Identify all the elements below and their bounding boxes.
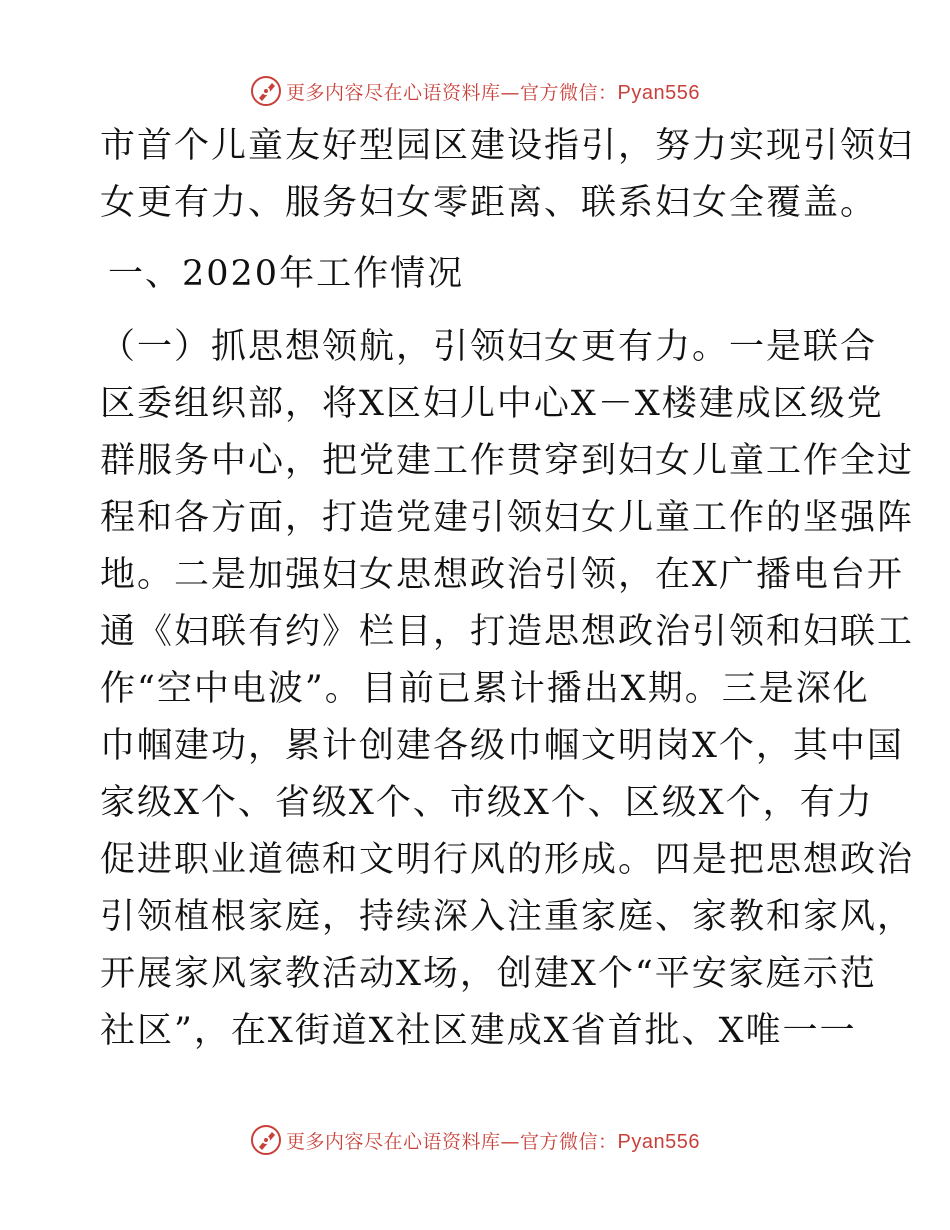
watermark-text: 更多内容尽在心语资料库—官方微信：Pyan556 [286, 1130, 700, 1153]
watermark-text: 更多内容尽在心语资料库—官方微信：Pyan556 [286, 81, 700, 104]
paragraph-line: 通《妇联有约》栏目，打造思想政治引领和妇联工 [100, 612, 915, 652]
footer-watermark [0, 1120, 950, 1160]
header-watermark [0, 71, 950, 111]
intro-line: 市首个儿童友好型园区建设指引，努力实现引领妇 [100, 126, 915, 166]
paragraph-line: 作“空中电波”。目前已累计播出X期。三是深化 [100, 669, 870, 709]
pen-logo-icon [250, 75, 282, 107]
paragraph-line: 巾帼建功，累计创建各级巾帼文明岗X个，其中国 [100, 726, 904, 766]
paragraph-line: （一）抓思想领航，引领妇女更有力。一是联合 [100, 327, 878, 367]
paragraph-line: 家级X个、省级X个、市级X个、区级X个，有力 [100, 783, 874, 823]
paragraph-line: 开展家风家教活动X场，创建X个“平安家庭示范 [100, 954, 877, 994]
paragraph-line: 社区”，在X街道X社区建成X省首批、X唯一一 [100, 1011, 857, 1051]
paragraph-line: 群服务中心，把党建工作贯穿到妇女儿童工作全过 [100, 441, 915, 481]
paragraph-line: 地。二是加强妇女思想政治引领，在X广播电台开 [100, 555, 904, 595]
paragraph-line: 引领植根家庭，持续深入注重家庭、家教和家风， [100, 897, 915, 937]
paragraph-line: 促进职业道德和文明行风的形成。四是把思想政治 [100, 840, 915, 880]
document-body [100, 118, 915, 1060]
pen-logo-icon [250, 1124, 282, 1156]
paragraph-line: 区委组织部，将X区妇儿中心X－X楼建成区级党 [100, 384, 884, 424]
paragraph-line: 程和各方面，打造党建引领妇女儿童工作的坚强阵 [100, 498, 915, 538]
intro-line: 女更有力、服务妇女零距离、联系妇女全覆盖。 [100, 183, 878, 223]
section-heading: 一、2020年工作情况 [108, 254, 465, 294]
